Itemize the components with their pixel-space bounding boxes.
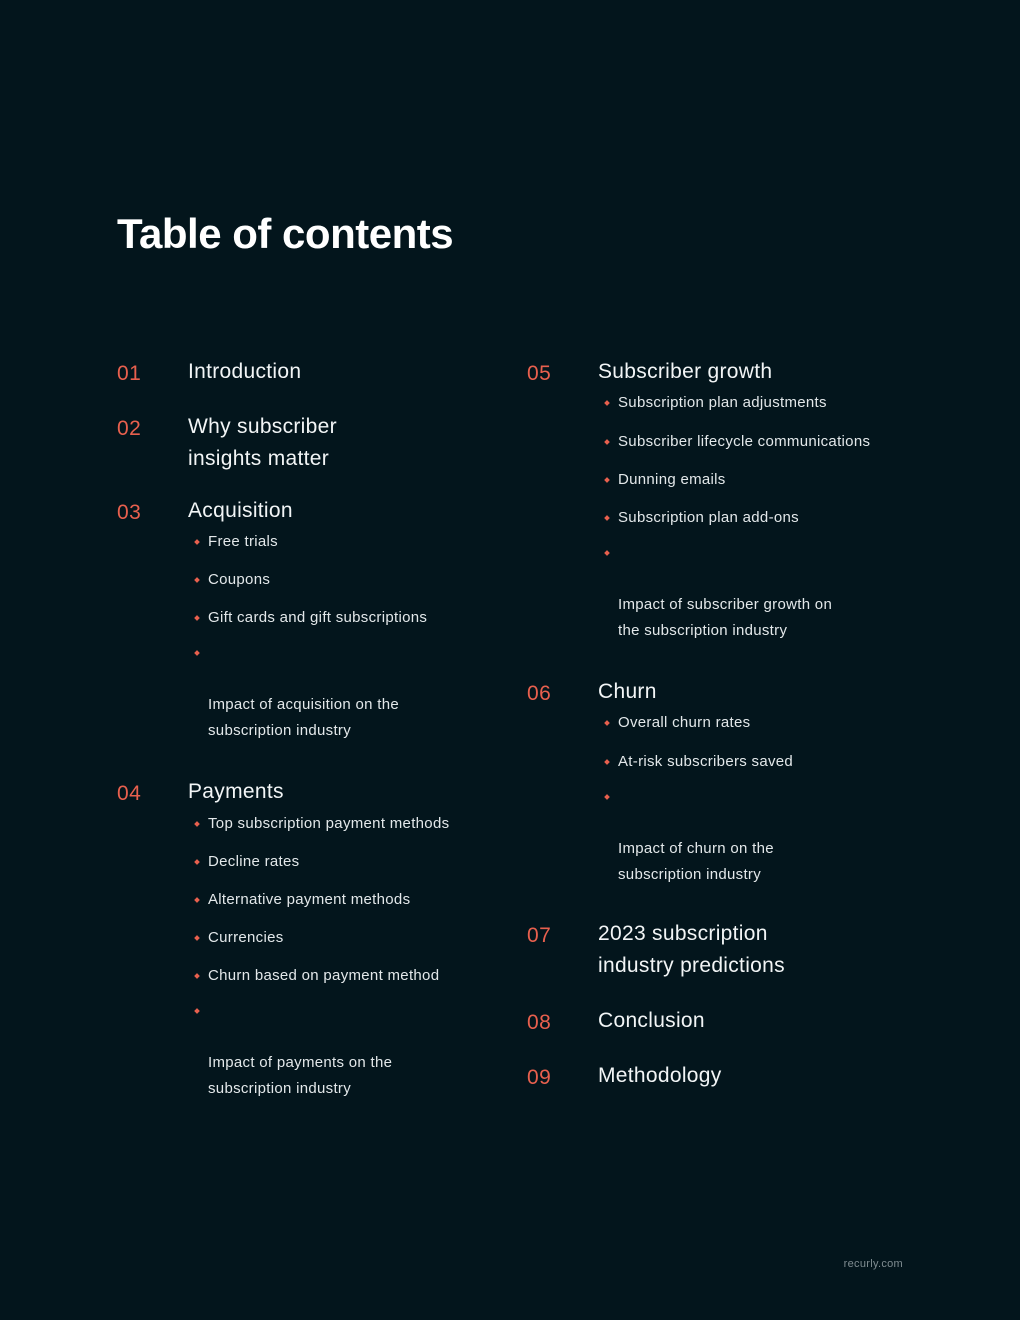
subitem-label: Impact of subscriber growth on the subscription industry [618,596,833,639]
diamond-bullet-icon [194,1008,200,1014]
toc-subitem[interactable] [598,429,927,455]
toc-section-churn[interactable] [527,676,927,888]
subitem-label: Decline rates [208,853,300,870]
toc-subitem[interactable] [598,467,927,493]
diamond-bullet-icon [604,439,610,445]
subitem-label: Free trials [208,533,278,550]
toc-subitem[interactable] [598,540,927,644]
section-title[interactable]: Conclusion [598,1009,705,1032]
subitem-label: Overall churn rates [618,714,751,731]
toc-subitem[interactable] [188,567,497,593]
diamond-bullet-icon [604,400,610,406]
section-number: 03 [117,501,142,524]
subitem-label: Coupons [208,571,271,588]
subitem-label: Impact of churn on the subscription industry [618,840,774,883]
toc-section-methodology[interactable] [527,1060,927,1092]
section-number: 09 [527,1066,552,1089]
toc-subitem[interactable] [598,784,927,888]
subitem-label: Impact of acquisition on the subscription industry [208,696,400,739]
toc-subitem[interactable] [188,605,497,631]
section-title[interactable]: Why subscriber insights matter [188,415,337,470]
toc-subitem[interactable] [598,710,927,736]
diamond-bullet-icon [194,650,200,656]
footer-url[interactable]: recurly.com [843,1258,903,1270]
subitem-label: Churn based on payment method [208,967,440,984]
subitem-label: At-risk subscribers saved [618,753,794,770]
section-title[interactable]: Acquisition [188,499,293,522]
diamond-bullet-icon [194,935,200,941]
toc-left-column [117,356,497,1102]
subitem-label: Subscription plan add-ons [618,509,799,526]
diamond-bullet-icon [194,897,200,903]
subitem-label: Dunning emails [618,471,726,488]
section-number: 04 [117,782,142,805]
toc-section-predictions[interactable] [527,918,927,982]
toc-subitem[interactable] [188,887,497,913]
toc-subitem[interactable] [188,963,497,989]
section-number: 07 [527,924,552,947]
diamond-bullet-icon [604,550,610,556]
diamond-bullet-icon [194,859,200,865]
diamond-bullet-icon [604,759,610,765]
toc-subitem[interactable] [188,640,497,744]
toc-subitem[interactable] [598,390,927,416]
diamond-bullet-icon [194,615,200,621]
subitem-label: Currencies [208,929,284,946]
toc-section-subscriber-growth[interactable] [527,356,927,644]
toc-subitem[interactable] [598,505,927,531]
section-title[interactable]: Payments [188,780,284,803]
toc-subitem[interactable] [188,849,497,875]
subitem-label: Subscriber lifecycle communications [618,433,871,450]
toc-section-why-insights[interactable] [117,411,497,475]
section-number: 02 [117,417,142,440]
toc-subitem[interactable] [188,998,497,1102]
diamond-bullet-icon [604,794,610,800]
toc-section-conclusion[interactable] [527,1005,927,1037]
toc-subitem[interactable] [188,925,497,951]
toc-section-introduction[interactable] [117,356,497,388]
section-number: 05 [527,362,552,385]
subitem-label: Gift cards and gift subscriptions [208,609,428,626]
toc-section-payments[interactable] [117,776,497,1102]
section-title[interactable]: Methodology [598,1064,722,1087]
section-title[interactable]: Subscriber growth [598,360,773,383]
diamond-bullet-icon [604,477,610,483]
diamond-bullet-icon [194,973,200,979]
diamond-bullet-icon [194,539,200,545]
toc-right-column [527,356,927,1092]
page-title: Table of contents [117,210,454,257]
section-title[interactable]: Introduction [188,360,302,383]
diamond-bullet-icon [194,577,200,583]
toc-subitem[interactable] [188,811,497,837]
subitem-label: Impact of payments on the subscription industry [208,1054,393,1097]
section-title[interactable]: 2023 subscription industry predictions [598,922,785,977]
diamond-bullet-icon [194,821,200,827]
toc-subitem[interactable] [598,749,927,775]
subitem-label: Top subscription payment methods [208,815,450,832]
section-number: 01 [117,362,142,385]
subitem-label: Subscription plan adjustments [618,394,827,411]
section-number: 08 [527,1011,552,1034]
subitem-label: Alternative payment methods [208,891,411,908]
diamond-bullet-icon [604,515,610,521]
toc-subitem[interactable] [188,529,497,555]
diamond-bullet-icon [604,720,610,726]
section-number: 06 [527,682,552,705]
toc-section-acquisition[interactable] [117,495,497,744]
section-title[interactable]: Churn [598,680,657,703]
